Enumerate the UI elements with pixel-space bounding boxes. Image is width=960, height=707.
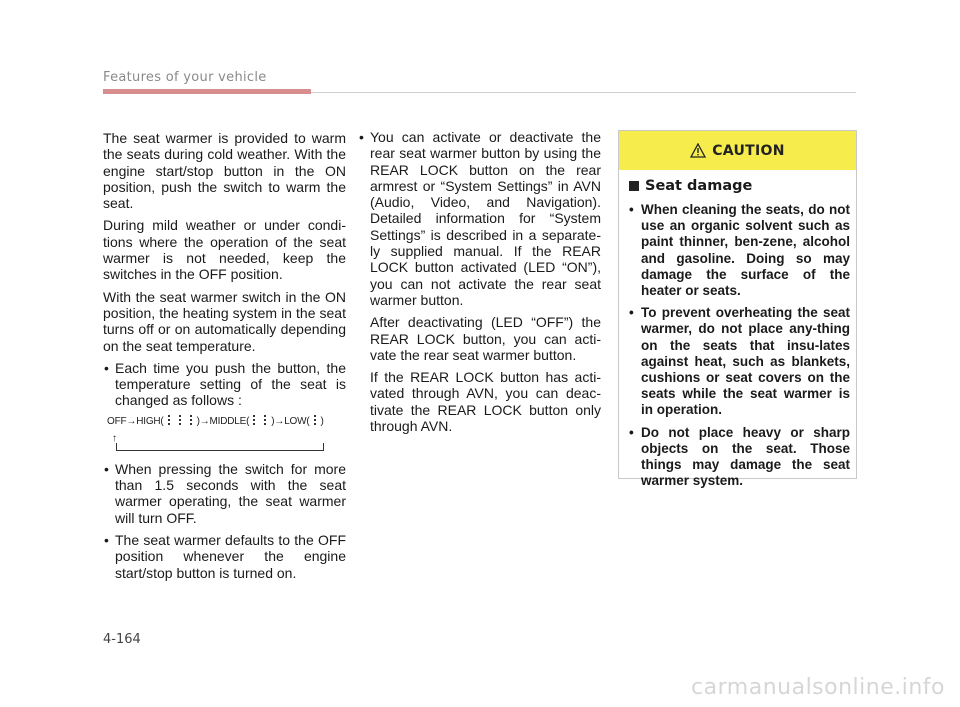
paragraph: The seat warmer is provided to warm the seats during cold weather. With the engine start/stop button in the ON position, push the switch to warm the seat. [103,130,346,212]
header-title: Features of your vehicle [103,70,267,85]
heat-level-icon [187,415,196,426]
bullet-item [103,532,346,581]
page-number: 4-164 [103,632,141,647]
seq-low: LOW( [284,415,310,427]
paragraph: During mild weather or under condi-tions where the operation of the seat warmer is not needed, keep the switches in the OFF position. [103,217,346,283]
indented-paragraph: After deactivating (LED “OFF”) the REAR LOCK button, you can acti-vate the rear seat warmer button. [370,314,601,363]
paragraph: With the seat warmer switch in the ON position, the heating system in the seat turns off or on automatically depending on the seat temperature. [103,288,346,354]
bullet-dot: • [104,359,109,376]
bullet-text: Each time you push the button, the temperature setting of the seat is changed as follows : [115,359,346,409]
bullet-text: The seat warmer defaults to the OFF position whenever the engine start/stop button is turned on. [115,531,346,581]
caution-item-text: To prevent overheating the seat warmer, do not place any-thing on the seats that insu-lates against heat, such as blankets, cushions or seat covers on the seats while the seat warmer is in operation. [641,305,850,418]
heat-level-icon [250,415,259,426]
sequence-text [107,415,347,429]
caution-item [629,305,850,418]
bullet-item [103,461,346,526]
bullet-text: When pressing the switch for more than 1.5 seconds with the seat warmer operating, the seat warmer will turn OFF. [115,460,346,526]
seq-middle: MIDDLE( [209,415,250,427]
heat-level-icon [311,415,320,426]
square-bullet-icon [629,181,639,191]
return-arrow-icon: ↑ [112,432,117,444]
seq-close: ) [271,415,275,427]
return-line [116,443,324,451]
seq-high: HIGH( [136,415,164,427]
seq-arrow: → [199,415,210,427]
caution-title: CAUTION [712,142,785,159]
bullet-dot: • [629,424,634,440]
caution-item [629,425,850,490]
bullet-item [103,360,346,409]
caution-section-title [629,178,850,194]
seq-off: OFF [107,415,127,427]
bullet-dot: • [359,129,364,145]
caution-item-text: Do not place heavy or sharp objects on the seat. Those things may damage the seat warmer system. [641,424,850,489]
bullet-dot: • [629,202,634,217]
seq-close: ) [320,415,324,427]
bullet-text: You can activate or deactivate the rear seat warmer button by using the REAR LOCK button on the rear armrest or “System Settings” in AVN (Audio, Video, and Navigation). Detailed information for “System Settings” is described in a separate-ly supplied manual. If the REAR LOCK button activated (LED “ON”), you can not activate the rear seat warmer button. [370,129,601,308]
header-accent-bar [103,89,311,94]
seq-close: ) [196,415,200,427]
heat-level-icon [165,415,174,426]
bullet-dot: • [629,305,634,321]
left-column [103,130,346,587]
bullet-dot: • [104,460,109,477]
caution-item [629,202,850,299]
heat-level-icon [176,415,185,426]
section-text: Seat damage [645,178,753,194]
middle-column [358,129,601,440]
watermark: carmanualsonline.info [691,675,945,700]
caution-item-text: When cleaning the seats, do not use an organic solvent such as paint thinner, ben-zene, alcohol and gasoline. Doing so may damage the surface of the heater or seats. [641,202,850,299]
caution-box [618,130,857,489]
indented-paragraph: If the REAR LOCK button has acti-vated through AVN, you can deac-tivate the REAR LOCK button only through AVN. [370,369,601,435]
caution-body [619,170,856,489]
warning-triangle-icon [690,143,706,158]
heat-level-icon [261,415,270,426]
caution-header [619,131,856,170]
seq-arrow: → [126,415,137,427]
bullet-dot: • [104,531,109,548]
seq-arrow: → [274,415,285,427]
bullet-item [358,129,601,308]
temperature-sequence-diagram [107,415,347,453]
